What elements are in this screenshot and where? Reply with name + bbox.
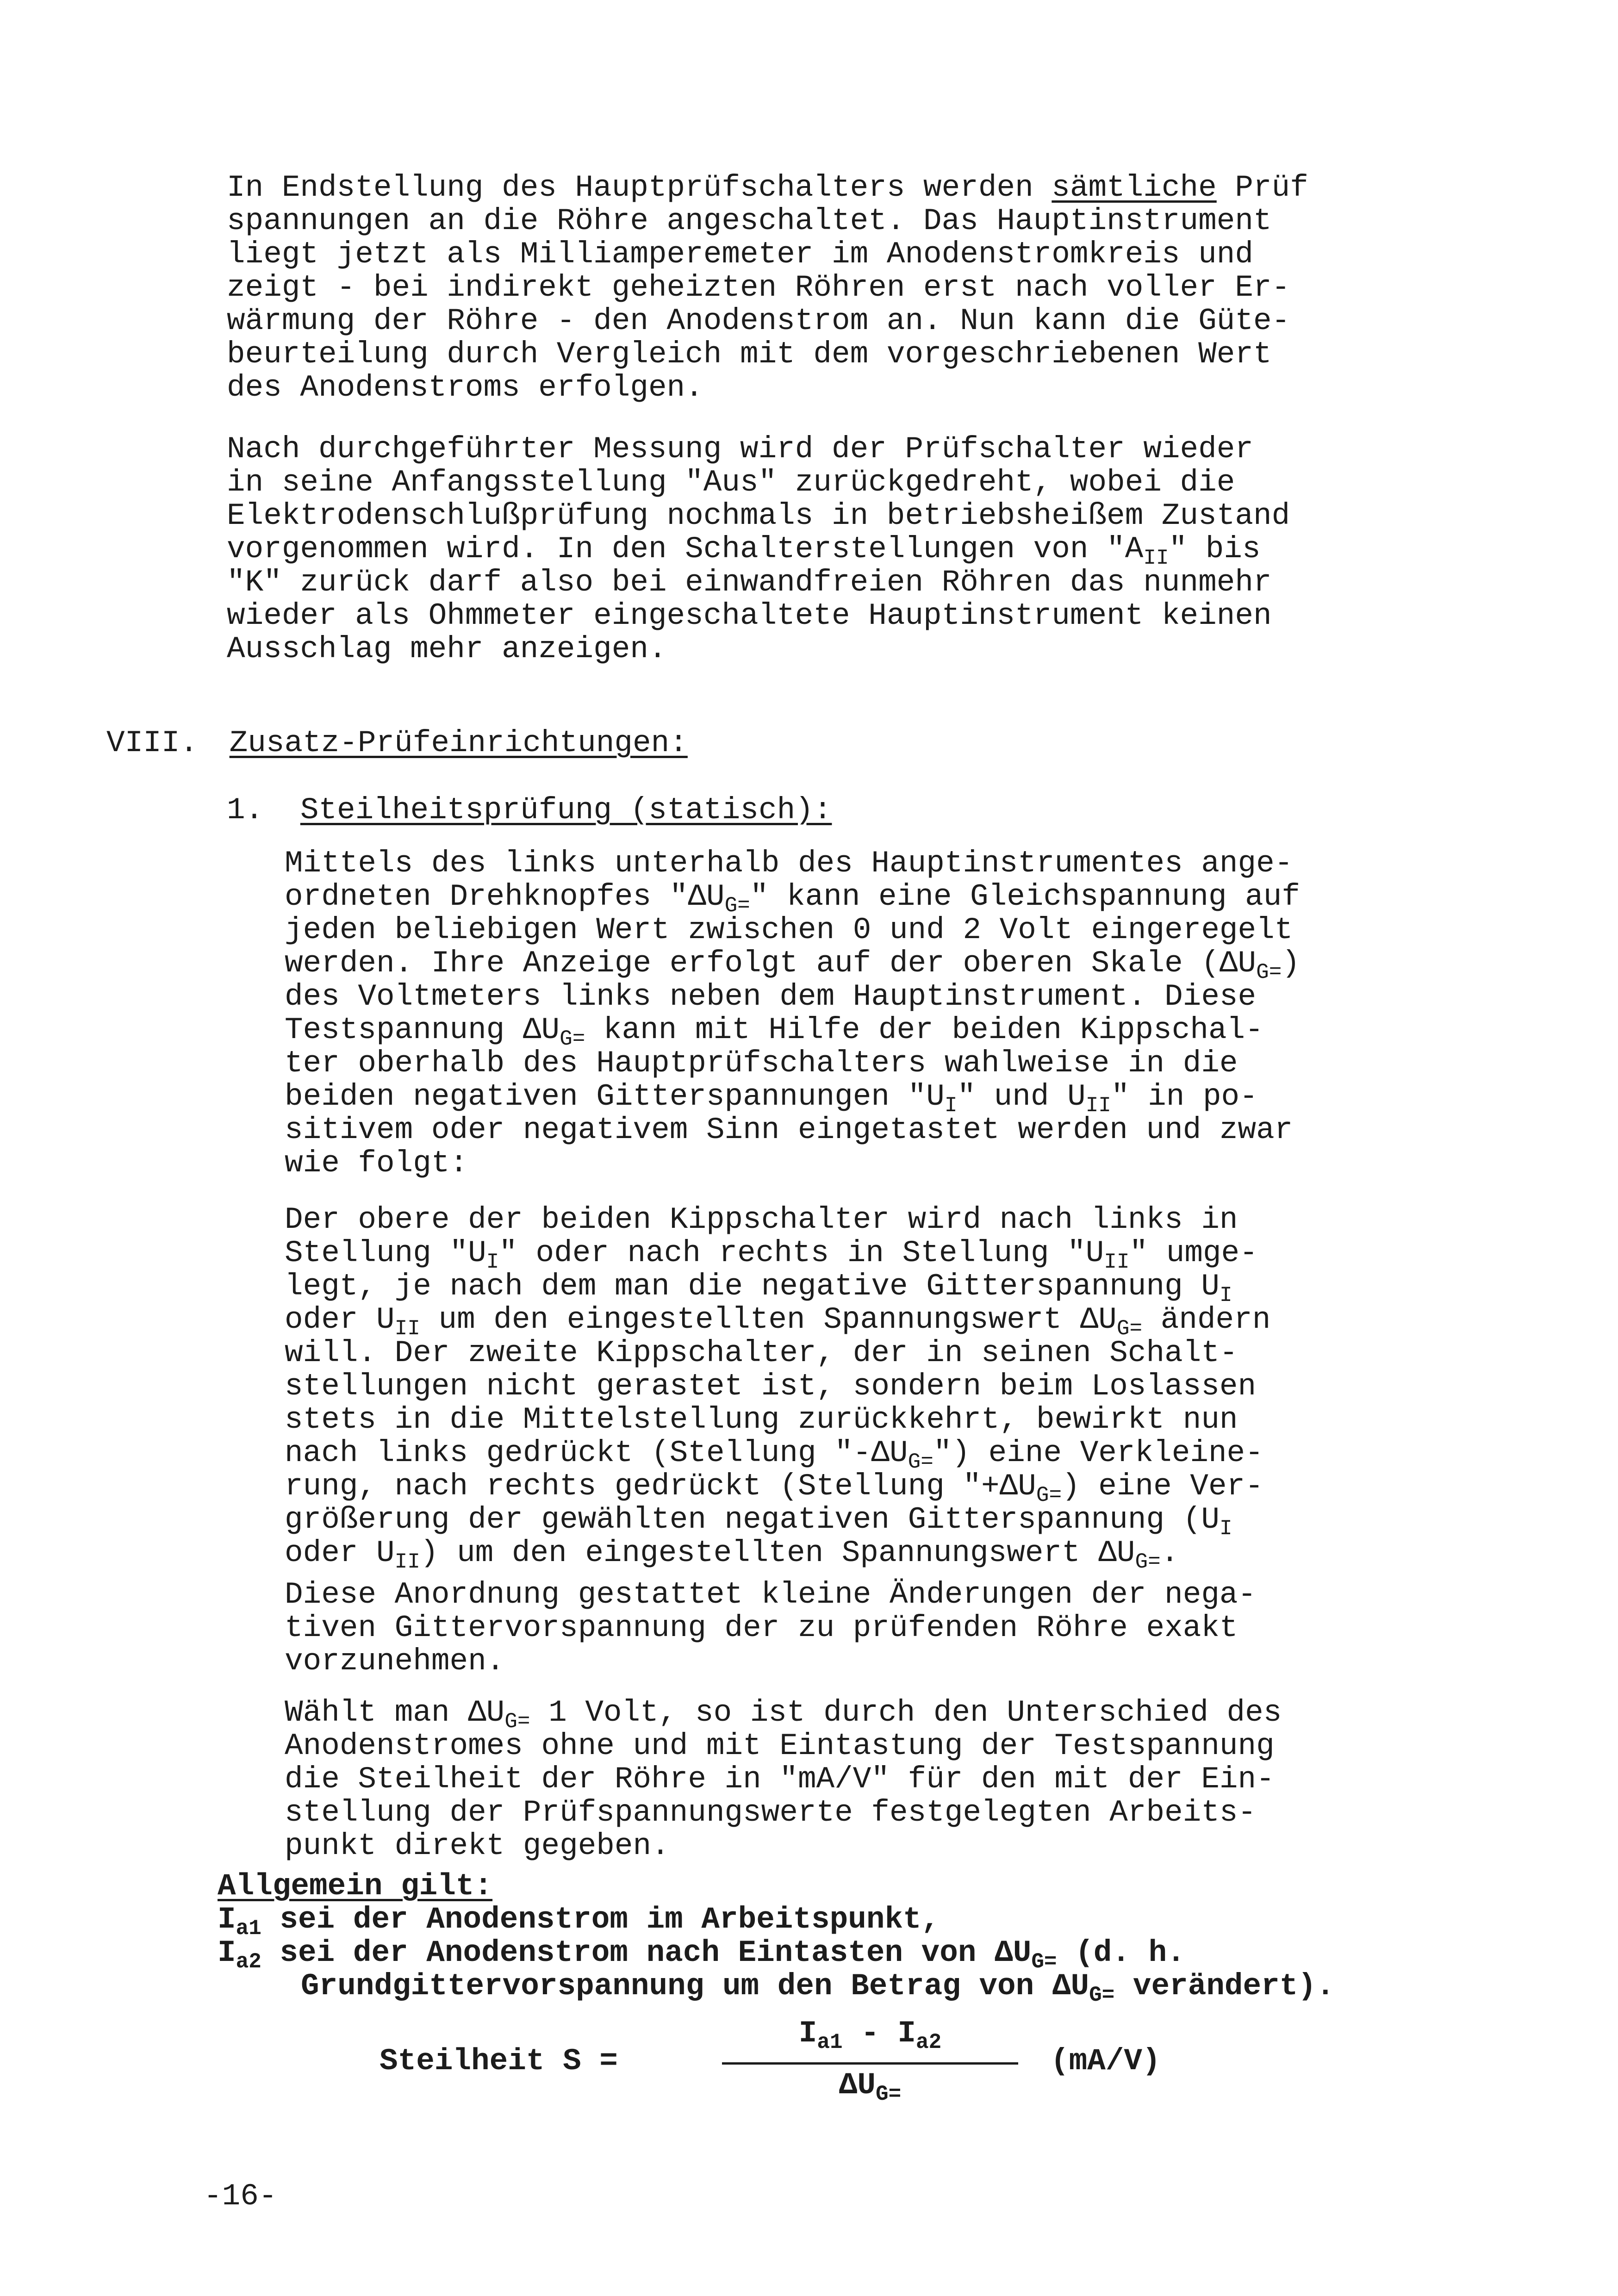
text-line: wärmung der Röhre - den Anodenstrom an. Nun kann die Güte- <box>227 304 1290 338</box>
text-line: In Endstellung des Hauptprüfschalters werden sämtliche Prüf <box>227 170 1308 205</box>
definition-ia1: $I_{a1}$ sei der Anodenstrom im Arbeitspunkt, <box>218 1902 940 1941</box>
text-line: spannungen an die Röhre angeschaltet. Das Hauptinstrument <box>227 204 1272 238</box>
section-number: VIII. <box>106 726 199 760</box>
text-line: größerung der gewählten negativen Gitterspannung ($U_I$ <box>285 1502 1232 1541</box>
text-line: Anodenstromes ohne und mit Eintastung der Testspannung <box>285 1729 1275 1763</box>
text-line: Stellung "$U_I$" oder nach rechts in Stellung "$U_{II}$" umge- <box>285 1236 1258 1274</box>
formula-numerator: $I_{a1} - I_{a2}$ <box>798 2016 942 2054</box>
text-line: Elektrodenschlußprüfung nochmals in betriebsheißem Zustand <box>227 498 1290 533</box>
text-line: oder $U_{II}$ um den eingestellten Spannungswert $\Delta U_{G=}$ ändern <box>285 1302 1271 1341</box>
text-line: stets in die Mittelstellung zurückkehrt, bewirkt nun <box>285 1402 1238 1437</box>
text-line: stellungen nicht gerastet ist, sondern beim Loslassen <box>285 1369 1257 1404</box>
formula-denominator: $\Delta U_{G=}$ <box>839 2068 902 2106</box>
text-line: zeigt - bei indirekt geheizten Röhren erst nach voller Er- <box>227 270 1290 305</box>
text-line: Der obere der beiden Kippschalter wird nach links in <box>285 1202 1238 1237</box>
general-definitions <box>218 1869 1335 2007</box>
formula-unit: (mA/V) <box>1051 2044 1161 2078</box>
text-line: jeden beliebigen Wert zwischen 0 und 2 Volt eingeregelt <box>285 913 1293 947</box>
general-heading: Allgemein gilt: <box>218 1869 493 1904</box>
emphasis-underline: sämtliche <box>1052 170 1217 205</box>
paragraph-drehknopf <box>285 847 1300 1180</box>
text-line: ter oberhalb des Hauptprüfschalters wahlweise in die <box>285 1046 1238 1081</box>
fraction-bar <box>722 2062 1018 2065</box>
text-line: wie folgt: <box>285 1146 468 1181</box>
text-line: nach links gedrückt (Stellung "$-\Delta U_{G=}$") eine Verkleine- <box>285 1436 1263 1474</box>
text-line: beiden negativen Gitterspannungen "$U_I$" und $U_{II}$" in po- <box>285 1079 1258 1118</box>
text-line: wieder als Ohmmeter eingeschaltete Hauptinstrument keinen <box>227 598 1272 633</box>
text-line: will. Der zweite Kippschalter, der in seinen Schalt- <box>285 1336 1238 1370</box>
text-line: ordneten Drehknopfes "$\Delta U_{G=}$" kann eine Gleichspannung auf <box>285 879 1300 918</box>
subsection-number: 1. <box>227 793 264 828</box>
page-number: -16- <box>204 2179 277 2214</box>
text-line: des Anodenstroms erfolgen. <box>227 370 703 405</box>
text-line: Nach durchgeführter Messung wird der Prüfschalter wieder <box>227 432 1253 467</box>
paragraph-steilheit <box>285 1696 1282 1863</box>
text-line: in seine Anfangsstellung "Aus" zurückgedreht, wobei die <box>227 465 1235 500</box>
text-line: vorzunehmen. <box>285 1644 505 1679</box>
section-heading <box>106 727 688 760</box>
subsection-title: Steilheitsprüfung (statisch): <box>300 793 832 828</box>
text-line: punkt direkt gegeben. <box>285 1829 670 1863</box>
text-line: des Voltmeters links neben dem Hauptinstrument. Diese <box>285 979 1257 1014</box>
text-line: Testspannung $\Delta U_{G=}$ kann mit Hilfe der beiden Kippschal- <box>285 1013 1263 1051</box>
paragraph-messung <box>227 433 1290 666</box>
text-line: legt, je nach dem man die negative Gitterspannung $U_I$ <box>285 1269 1232 1307</box>
text-line: rung, nach rechts gedrückt (Stellung "$+\Delta U_{G=}$) eine Ver- <box>285 1469 1263 1507</box>
paragraph-anordnung <box>285 1578 1256 1678</box>
text-line: Mittels des links unterhalb des Hauptinstrumentes ange- <box>285 846 1293 881</box>
text-line: Wählt man $\Delta U_{G=}$ 1 Volt, so ist durch den Unterschied des <box>285 1695 1282 1734</box>
text-line: beurteilung durch Vergleich mit dem vorgeschriebenen Wert <box>227 337 1272 372</box>
text-line: Diese Anordnung gestattet kleine Änderungen der nega- <box>285 1577 1257 1612</box>
definition-ia2-continuation: Grundgittervorspannung um den Betrag von $\Delta U_{G=}$ verändert). <box>301 1969 1335 2007</box>
section-title: Zusatz-Prüfeinrichtungen: <box>229 726 688 760</box>
paragraph-kippschalter <box>285 1202 1271 1574</box>
definition-ia2: $I_{a2}$ sei der Anodenstrom nach Eintasten von $\Delta U_{G=}$ (d. h. <box>218 1935 1185 1974</box>
text-line: die Steilheit der Röhre in "mA/V" für den mit der Ein- <box>285 1762 1275 1797</box>
formula-label: Steilheit S = <box>380 2044 618 2078</box>
text-line: sitivem oder negativem Sinn eingetastet werden und zwar <box>285 1113 1293 1147</box>
text-line: oder $U_{II}$) um den eingestellten Spannungswert $\Delta U_{G=}$. <box>285 1536 1179 1574</box>
text-line: Ausschlag mehr anzeigen. <box>227 632 667 666</box>
subsection-heading <box>227 794 832 827</box>
text-line: tiven Gittervorspannung der zu prüfenden Röhre exakt <box>285 1611 1238 1645</box>
text-line: stellung der Prüfspannungswerte festgelegten Arbeits- <box>285 1795 1257 1830</box>
paragraph-hauptinstrument <box>227 171 1308 404</box>
text-line: "K" zurück darf also bei einwandfreien Röhren das nunmehr <box>227 565 1272 600</box>
text-line: werden. Ihre Anzeige erfolgt auf der oberen Skale $(\Delta U_{G=})$ <box>285 946 1300 984</box>
text-line: liegt jetzt als Milliamperemeter im Anodenstromkreis und <box>227 237 1253 272</box>
text-line: vorgenommen wird. In den Schalterstellungen von "$A_{II}$" bis <box>227 532 1261 570</box>
